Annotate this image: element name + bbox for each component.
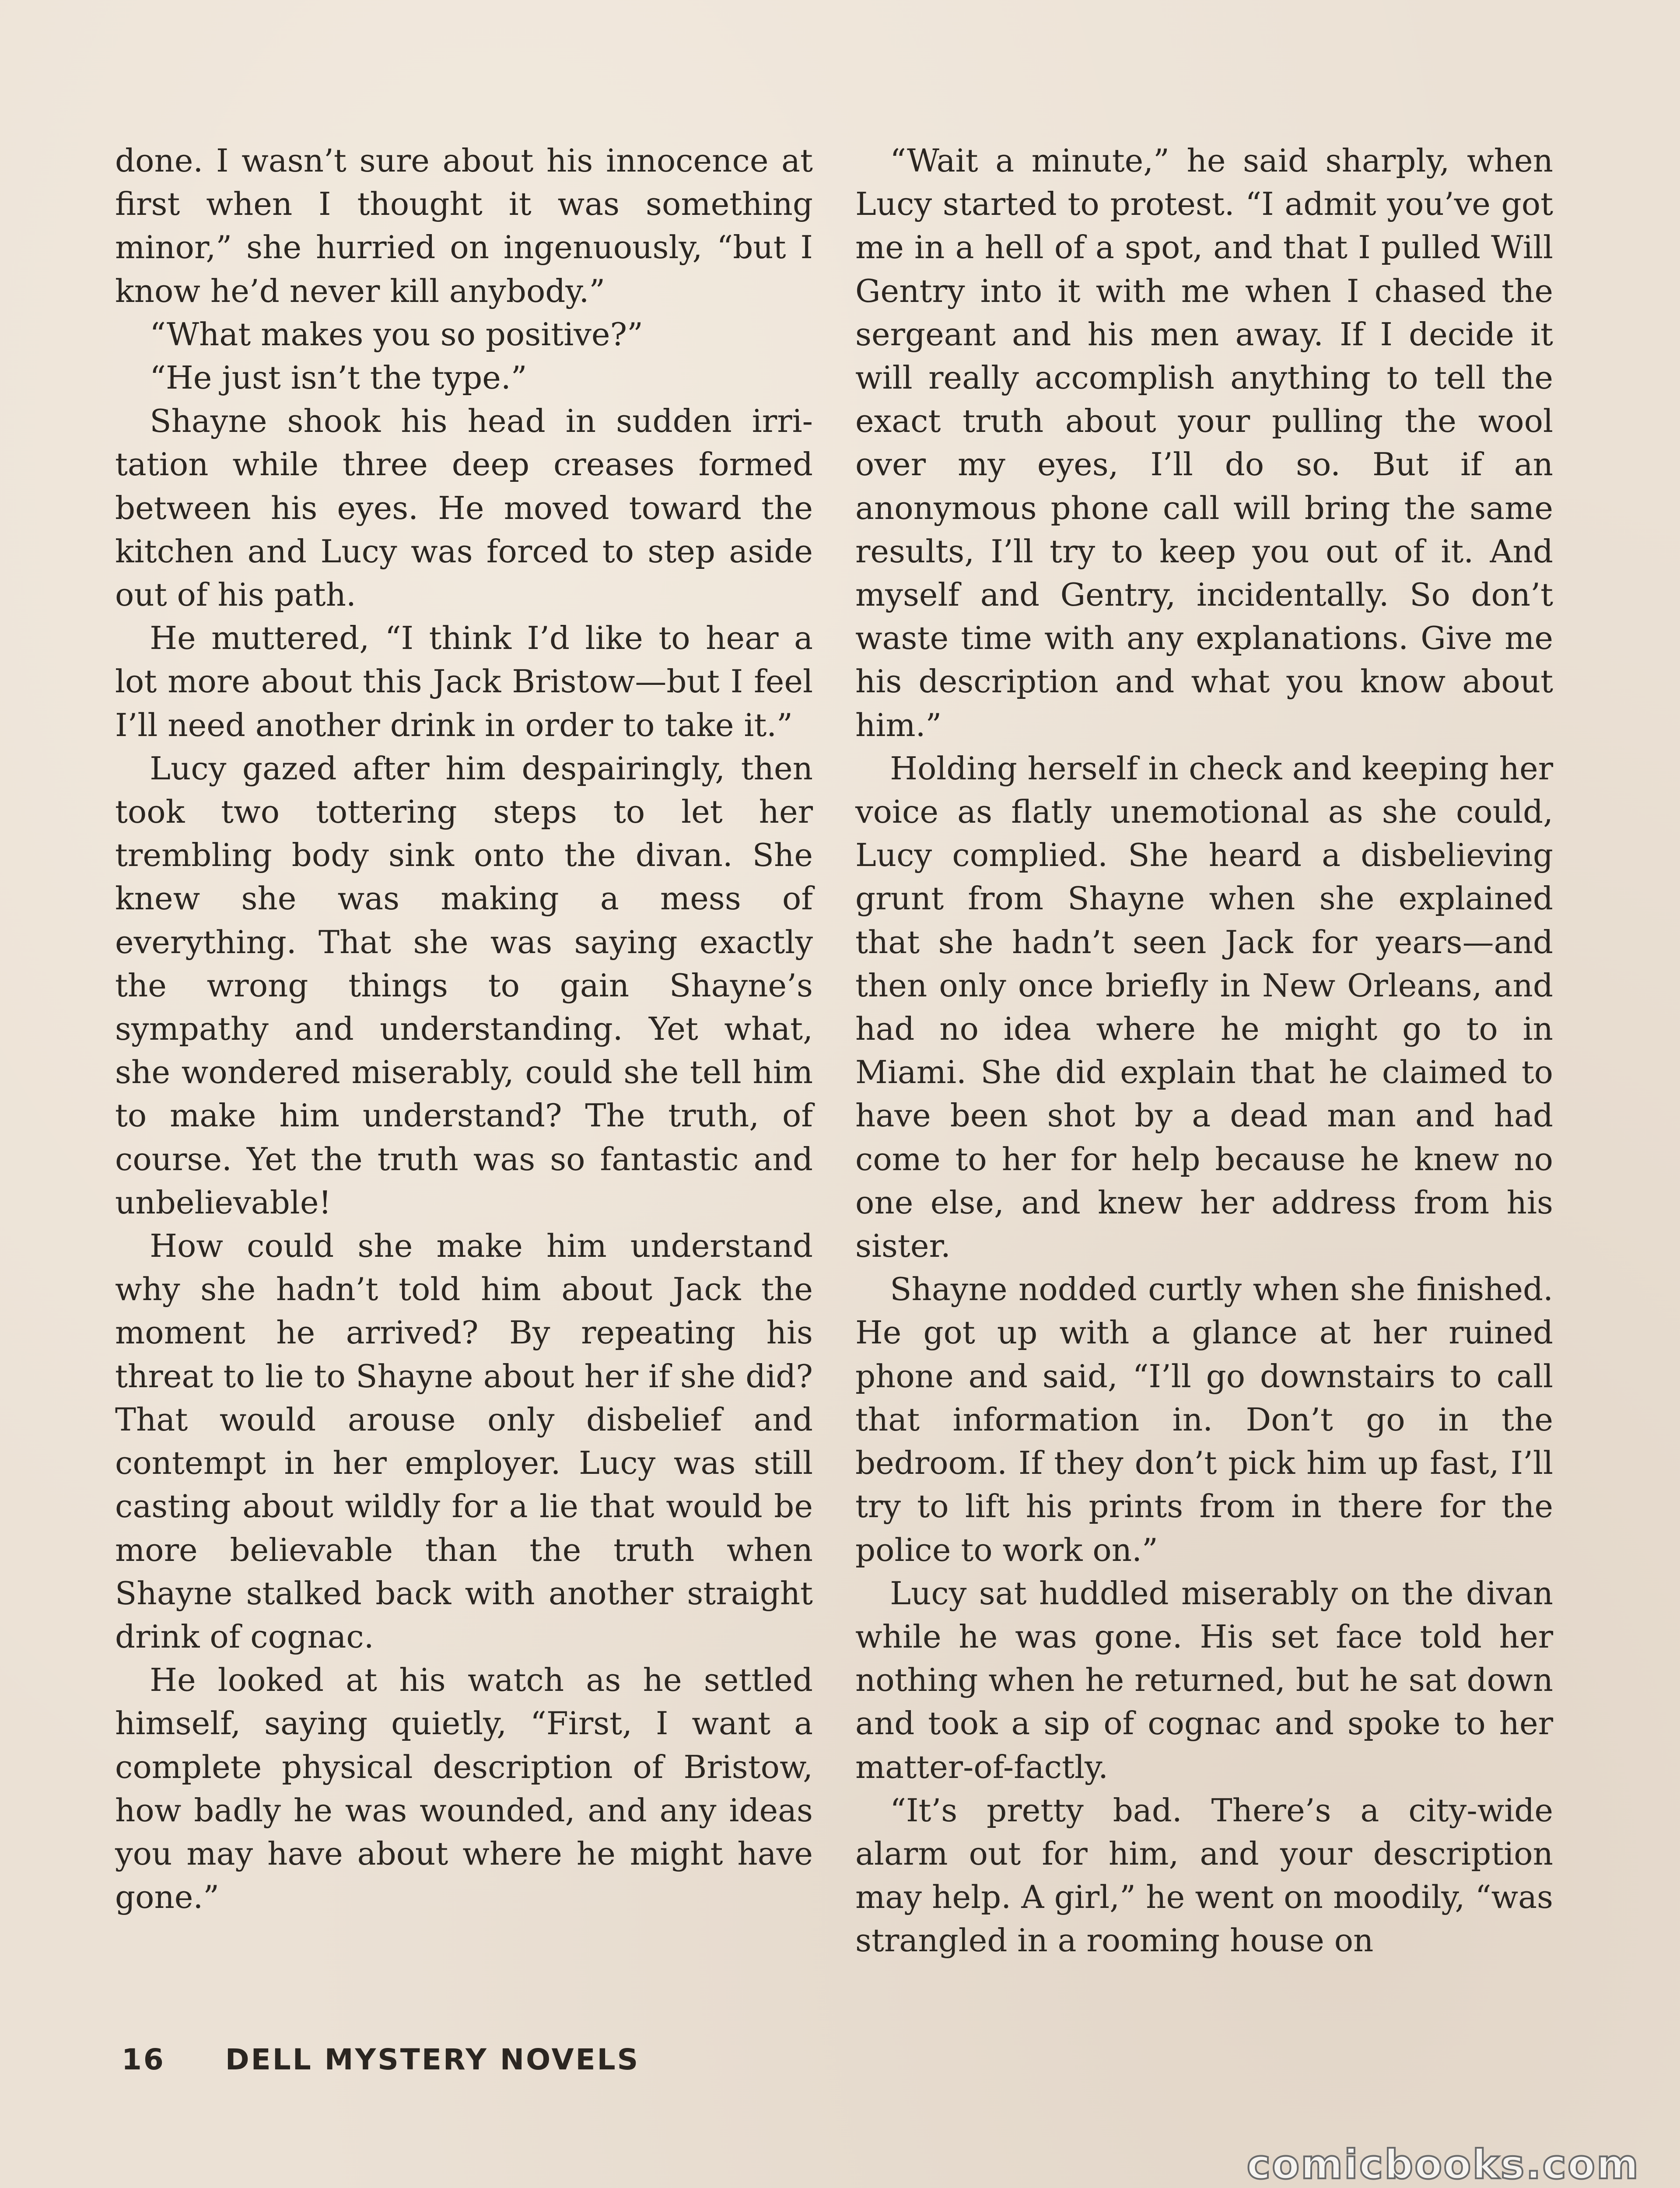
paragraph: “Wait a minute,” he said sharply, when Lucy started to protest. “I admit you’ve got me in a hell of a spot, and that I pulled Will Gentry into it with me when I chased the sergeant and his men away. If I decide it will really accomplish anything to tell the exact truth about your pulling the wool over my eyes, I’ll do so. But if an anonymous phone call will bring the same results, I’ll try to keep you out of it. And myself and Gentry, incidentally. So don’t waste time with any explanations. Give me his description and what you know about him.” <box>855 142 1553 743</box>
paragraph: “What makes you so positive?” <box>150 316 643 353</box>
page-footer <box>122 2043 640 2076</box>
right-column <box>855 139 1553 1963</box>
paragraph: “It’s pretty bad. There’s a city-wide alarm out for him, and your description may help. A girl,” he went on moodily, “was strangled in a rooming house on <box>855 1792 1553 1959</box>
publication-name: DELL MYSTERY NOVELS <box>225 2043 640 2076</box>
paragraph: Lucy sat huddled miserably on the divan while he was gone. His set face told her nothing when he returned, but he sat down and took a sip of cognac and spoke to her matter-of-factly. <box>855 1574 1553 1785</box>
left-column <box>115 139 813 1919</box>
page-number: 16 <box>122 2043 165 2076</box>
paragraph: He looked at his watch as he settled himself, saying quietly, “First, I want a complete physical description of Bristow, how badly he was wounded, and any ideas you may have about where he might have gone.” <box>115 1662 813 1916</box>
paragraph: Lucy gazed after him despairingly, then took two tottering steps to let her trembling body sink onto the divan. She knew she was making a mess of everything. That she was saying exactly the wrong things to gain Shayne’s sympathy and understanding. Yet what, she wondered miserably, could she tell him to make him understand? The truth, of course. Yet the truth was so fantastic and unbelievable! <box>115 750 813 1221</box>
paragraph: Shayne nodded curtly when she finished. He got up with a glance at her ruined phone and said, “I’ll go downstairs to call that information in. Don’t go in the bedroom. If they don’t pick him up fast, I’ll try to lift his prints from in there for the police to work on.” <box>855 1271 1553 1568</box>
paragraph: Shayne shook his head in sudden irritation while three deep creases formed between his eyes. He moved toward the kitchen and Lucy was forced to step aside out of his path. <box>115 403 813 614</box>
paragraph: He muttered, “I think I’d like to hear a lot more about this Jack Bristow—but I feel I’ll need another drink in order to take it.” <box>115 620 813 743</box>
watermark: comicbooks.com <box>1246 2141 1640 2188</box>
paragraph: “He just isn’t the type.” <box>150 359 527 396</box>
paragraph: done. I wasn’t sure about his innocence at first when I thought it was something minor,” she hurried on ingenuously, “but I know he’d never kill anybody.” <box>115 142 813 309</box>
paragraph: Holding herself in check and keeping her voice as flatly unemotional as she could, Lucy complied. She heard a disbelieving grunt from Shayne when she explained that she hadn’t seen Jack for years—and then only once briefly in New Orleans, and had no idea where he might go to in Miami. She did explain that he claimed to have been shot by a dead man and had come to her for help because he knew no one else, and knew her address from his sister. <box>855 750 1553 1265</box>
paragraph: How could she make him understand why she hadn’t told him about Jack the moment he arrived? By repeating his threat to lie to Shayne about her if she did? That would arouse only disbelief and contempt in her employer. Lucy was still casting about wildly for a lie that would be more believable than the truth when Shayne stalked back with another straight drink of cognac. <box>115 1227 813 1655</box>
